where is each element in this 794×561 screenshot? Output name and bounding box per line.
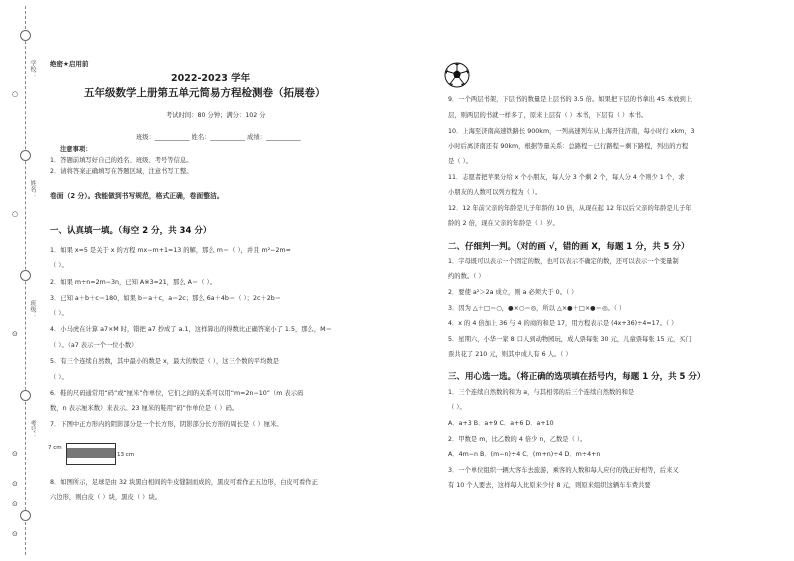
question-line: 六边形，则白皮（ ）块，黑皮（ ）块。 (50, 494, 162, 501)
judge-line: 1．字母既可以表示一个固定的数，也可以表示不确定的数，还可以表示一个变量制 (448, 258, 679, 265)
question-line: 层，则两层的书就一样多了，原来上层有（ ）本书，下层有（ ）本书。 (448, 112, 648, 119)
figure-label-7cm: 7 cm (48, 445, 62, 451)
binding-mark: ○ (12, 210, 19, 218)
binding-mark: ⊙ (12, 500, 18, 508)
neatness-note: 卷面（2 分）。我能做到书写规范，格式正确，卷面整洁。 (50, 192, 224, 200)
shaded-rectangle (67, 448, 115, 458)
section-1-heading: 一、认真填一填。（每空 2 分，共 34 分） (50, 226, 212, 236)
exam-info: 考试时间：80 分钟；满分：102 分 (166, 112, 266, 119)
binding-hole (20, 270, 31, 281)
question-line: （ ）。 (50, 310, 68, 317)
question-line: 9．一个两层书架，下层书的数量是上层书的 3.5 倍。如果把下层的书拿出 45 本放到上 (448, 96, 693, 103)
judge-line: 2．要使 a²＞2a 成立，则 a 必须大于 0。（ ） (448, 289, 578, 296)
binding-hole (20, 150, 31, 161)
note-2: 2．请将答案正确填写在答题区域，注意书写工整。 (50, 168, 193, 175)
question-line: 数，n 表示厘米数）来表示。23 厘米的鞋用“码”作单位是（ ）码。 (50, 405, 239, 412)
choice-line: （ ）。 (448, 404, 466, 411)
binding-mark: ⊙ (12, 480, 18, 488)
binding-margin (0, 0, 40, 561)
question-line: （ ）。 (50, 262, 68, 269)
question-line: 1．如果 x=5 是关于 x 的方程 mx−m+1=13 的解，那么 m＝（ ），并且 m²−2m= (50, 247, 291, 254)
choice-options: A．4m−n B．(m−n)÷4 C．(m+n)÷4 D．m÷4+n (448, 451, 601, 458)
binding-mark: ⊙ (12, 330, 18, 338)
binding-mark: ○ (12, 90, 19, 98)
judge-line: 4．x 的 4 倍加上 36 与 4 的商的和是 17，用方程表示是 (4x+36)÷4=17。（ ） (448, 320, 678, 327)
choice-line: 有 10 个人要去，这样每人比原来少付 8 元，则原来组织这辆车车费共要 (448, 482, 651, 489)
student-fields: 班级：___________ 姓名：___________ 成绩：___________ (136, 134, 301, 141)
question-line: 7．下图中正方形内的阴影部分是一个长方形，阴影部分长方形的周长是（ ）厘米。 (50, 421, 283, 428)
binding-hole (20, 390, 31, 401)
question-line: 2．如果 m÷n=2m−3n，已知 A※3=21，那么 A＝（ ）。 (50, 279, 216, 286)
secret-label: 绝密★启用前 (50, 60, 89, 68)
judge-line: 3．因为 △＋□＝○，●×○＝◎，所以 △×●＋□×●＝◎。（ ） (448, 305, 626, 312)
exam-year: 2022-2023 学年 (171, 73, 251, 84)
question-line: 小朋友的人数可以列方程为（ ）。 (448, 189, 542, 196)
choice-options: A．a+3 B．a+9 C．a+6 D．a+10 (448, 420, 554, 427)
choice-line: 3．一个单位组织一辆大客车去旅游，乘客的人数和每人应付的钱正好相等，后来又 (448, 467, 679, 474)
figure-label-13cm: 13 cm (117, 452, 135, 458)
section-2-heading: 二、仔细判一判。（对的画 √，错的画 X，每题 1 分，共 5 分） (448, 242, 690, 252)
judge-line: 约的数。（ ） (448, 273, 485, 280)
binding-mark: ⊙ (12, 450, 18, 458)
question-line: 4．小马虎在计算 a7×M 时，错把 a7 抄成了 a.1，这样算出的得数比正确答案小了 1.5，那么，M＝ (50, 326, 332, 333)
binding-hole (20, 510, 31, 521)
square-figure (66, 443, 116, 465)
note-1: 1．答题前填写好自己的姓名、班级、考号等信息。 (50, 157, 193, 164)
choice-line: 2．甲数是 m，比乙数的 4 倍少 n，乙数是（ ）。 (448, 436, 587, 443)
question-line: （ ）。（a7 表示一个一位小数） (50, 342, 138, 349)
question-line: 5．有三个连续自然数，其中最小的数是 x，最大的数是（ ），这三个数的平均数是 (50, 358, 279, 365)
judge-line: 5．星期六，小华一家 8 口人到动物园玩，成人票每张 30 元，儿童票每张 15 元，买门 (448, 336, 692, 343)
question-line: （ ）。 (50, 374, 68, 381)
judge-line: 票共花了 210 元，则其中成人有 6 人。（ ） (448, 351, 572, 358)
binding-label-school: 学校： (29, 60, 36, 78)
binding-label-name: 姓名： (29, 180, 36, 198)
binding-label-class: 班级： (29, 300, 36, 318)
soccer-ball-icon (444, 62, 470, 88)
choice-line: 1．三个连续自然数的和为 a，与其相邻的后三个连续自然数的和是 (448, 389, 635, 396)
exam-title: 五年级数学上册第五单元简易方程检测卷（拓展卷） (84, 87, 326, 99)
binding-hole (20, 30, 31, 41)
binding-label-number: 考号： (29, 420, 36, 438)
question-line: 6．鞋的尺码通常用“码”或“厘米”作单位，它们之间的关系可以用“m=2n−10”（m 表示码 (50, 390, 304, 397)
question-line: 8．如图所示，足球是由 32 块黑白相间的牛皮缝制而成的，黑皮可看作正五边形，白皮可看作正 (50, 479, 318, 486)
question-line: 3．已知 a＋b＋c＝180，如果 b＝a＋c，a＝2c；那么 6a＋4b＝（ ）；2c＋2b＝ (50, 295, 282, 302)
question-line: 11．志愿者把苹果分给 x 个小朋友，每人分 3 个剩 2 个，每人分 4 个则少 1 个，求 (448, 174, 685, 181)
section-3-heading: 三、用心选一选。（将正确的选项填在括号内，每题 1 分，共 5 分） (448, 372, 706, 382)
question-line: 10．上海至济南高速铁路长 900km，一列高速列车从上海开往济南，每小时行 xkm，3 (448, 128, 695, 135)
question-line: 龄的 2 倍，现在父亲的年龄是（ ）岁。 (448, 220, 559, 227)
binding-mark: ⊙ (12, 530, 18, 538)
question-line: 是（ ）。 (448, 158, 473, 165)
question-line: 12．12 年前父亲的年龄是儿子年龄的 10 倍，从现在起 12 年以后父亲的年龄是儿子年 (448, 205, 692, 212)
notes-title: 注意事项： (60, 146, 92, 153)
question-line: 小时后离济南还有 90km，根据等量关系：总路程－已行路程＝剩下路程，列出的方程 (448, 143, 689, 150)
